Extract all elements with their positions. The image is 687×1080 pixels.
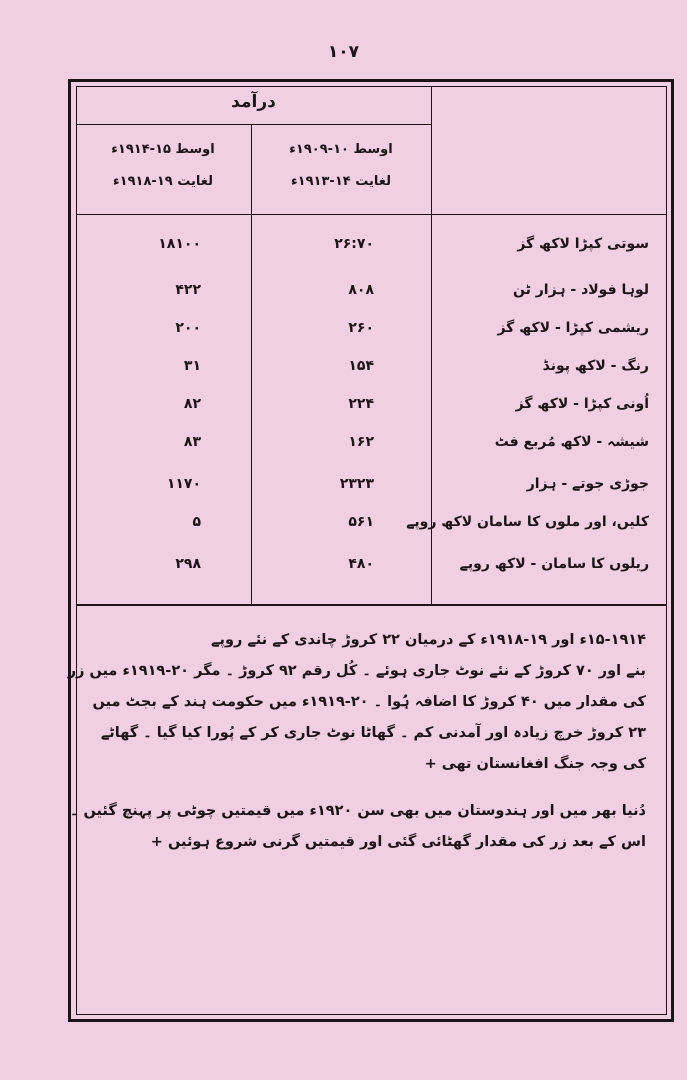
column-header-1914	[78, 134, 248, 198]
row-label: رنگ - لاکھ پونڈ	[542, 358, 649, 374]
row-label: ریلوں کا سامان - لاکھ روپے	[459, 556, 649, 572]
value-1914: ۱۸۱۰۰	[158, 236, 201, 252]
column-header-1909-line2: لغایت ۱۴-۱۹۱۳ء	[291, 174, 391, 189]
value-1909: ۴۸۰	[348, 556, 374, 572]
value-1909: ۸۰۸	[348, 282, 374, 298]
column-header-1909-line1: اوسط ۱۰-۱۹۰۹ء	[289, 142, 393, 157]
value-1914: ۲۰۰	[175, 320, 201, 336]
value-1909: ۱۵۴	[348, 358, 374, 374]
column-header-1914-line1: اوسط ۱۵-۱۹۱۴ء	[111, 142, 215, 157]
value-1914: ۵	[192, 514, 201, 530]
value-1914: ۳۱	[183, 358, 201, 374]
row-label: لوہا فولاد - ہزار ٹن	[513, 282, 649, 298]
page-number: ۱۰۷	[327, 42, 360, 62]
row-label: ریشمی کپڑا - لاکھ گز	[497, 320, 649, 336]
row-label: شیشہ - لاکھ مُربع فٹ	[494, 434, 649, 450]
explanatory-note	[67, 625, 646, 858]
import-table	[76, 86, 667, 606]
note-line: ۲۳ کروڑ خرچ زیادہ اور آمدنی کم ۔ گھاٹا نوٹ جاری کر کے پُورا کیا گیا ۔ گھاٹے	[100, 725, 646, 741]
note-line: ۱۵-۱۹۱۴ء اور ۱۹-۱۹۱۸ء کے درمیان ۲۲ کروڑ چاندی کے نئے روپے	[211, 632, 646, 648]
column-divider-1	[251, 124, 252, 606]
column-header-1914-line2: لغایت ۱۹-۱۹۱۸ء	[113, 174, 213, 189]
value-1914: ۸۳	[183, 434, 201, 450]
note-line: اس کے بعد زر کی مقدار گھٹائی گئی اور قیمتیں گرنی شروع ہوئیں +	[150, 834, 646, 850]
note-line: دُنیا بھر میں اور ہندوستان میں بھی سن ۱۹۲۰ء میں قیمتیں چوٹی پر پہنچ گئیں ۔	[69, 803, 646, 819]
row-label: اُونی کپڑا - لاکھ گز	[515, 396, 649, 412]
value-1909: ۵۶۱	[348, 514, 374, 530]
row-label: جوڑی جوتے - ہزار	[526, 476, 649, 492]
note-line: بنے اور ۷۰ کروڑ کے نئے نوٹ جاری ہوئے ۔ کُل رقم ۹۲ کروڑ ۔ مگر ۲۰-۱۹۱۹ء میں زر	[67, 663, 646, 679]
column-header-1909	[256, 134, 426, 198]
note-line: کی مقدار میں ۴۰ کروڑ کا اضافہ ہُوا ۔ ۲۰-۱۹۱۹ء میں حکومت ہند کے بجٹ میں	[92, 694, 646, 710]
value-1909: ۲۶۰	[348, 320, 374, 336]
note-line: کی وجہ جنگ افغانستان تھی +	[424, 756, 646, 772]
value-1914: ۲۹۸	[175, 556, 201, 572]
row-label: کلیں، اور ملوں کا سامان لاکھ روپے	[406, 514, 649, 530]
row-label: سوتی کپڑا لاکھ گز	[517, 236, 649, 252]
value-1914: ۱۱۷۰	[166, 476, 201, 492]
header-title: درآمد	[231, 92, 276, 112]
header-rule	[76, 214, 667, 215]
value-1909: ۲۶:۷۰	[334, 236, 374, 252]
value-1909: ۲۲۴	[348, 396, 374, 412]
value-1909: ۲۳۲۳	[339, 476, 374, 492]
value-1909: ۱۶۲	[348, 434, 374, 450]
subheader-rule	[76, 124, 431, 125]
value-1914: ۸۲	[183, 396, 201, 412]
value-1914: ۴۲۲	[175, 282, 201, 298]
